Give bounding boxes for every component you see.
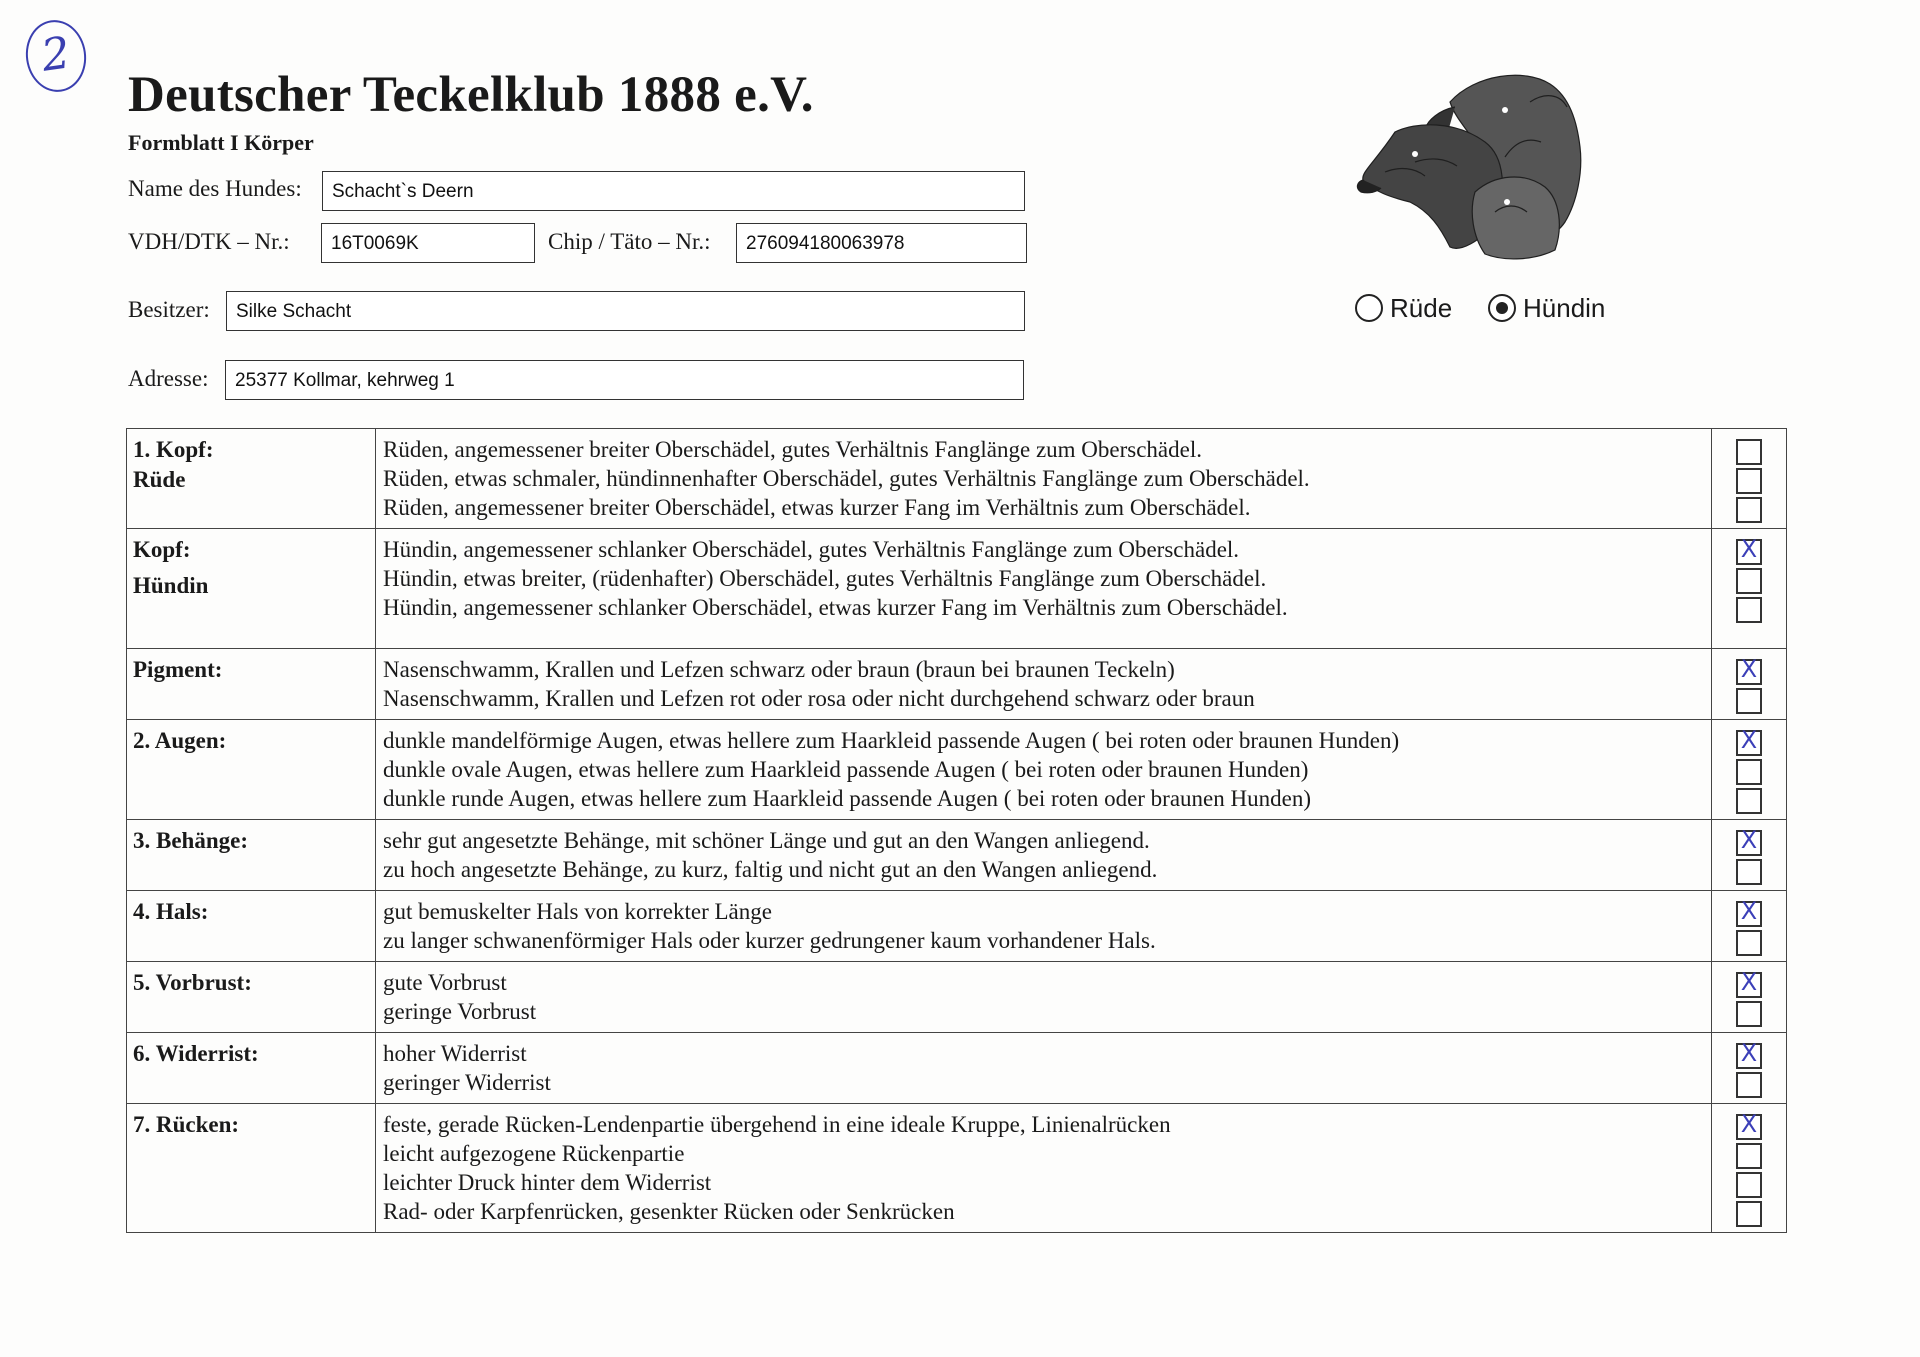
option-text: feste, gerade Rücken-Lendenpartie übergehend in eine ideale Kruppe, Linienalrücken [383,1112,1171,1137]
criteria-category [127,429,376,529]
criteria-category [127,820,376,891]
criteria-checkboxes [1712,891,1787,962]
option-text: Nasenschwamm, Krallen und Lefzen rot oder rosa oder nicht durchgehend schwarz oder braun [383,686,1255,711]
option-checkbox[interactable] [1736,826,1762,856]
criteria-row [127,529,1787,649]
chip-number-field[interactable]: 276094180063978 [736,223,1027,263]
criteria-options [376,1033,1712,1104]
option-checkbox[interactable] [1736,1039,1762,1069]
option-checkbox[interactable] [1736,1143,1762,1169]
option-text: Hündin, angemessener schlanker Oberschädel, etwas kurzer Fang im Verhältnis zum Oberschädel. [383,595,1288,620]
option-text: dunkle runde Augen, etwas hellere zum Haarkleid passende Augen ( bei roten oder braunen Hunden) [383,786,1311,811]
criteria-checkboxes [1712,649,1787,720]
vdh-number-field[interactable]: 16T0069K [321,223,535,263]
checkmark-x-icon: X [1740,826,1758,854]
form-subtitle: Formblatt I Körper [128,130,314,155]
criteria-category [127,649,376,720]
criteria-checkboxes [1712,720,1787,820]
criteria-row [127,820,1787,891]
option-checkbox[interactable] [1736,688,1762,714]
option-text: dunkle mandelförmige Augen, etwas hellere zum Haarkleid passende Augen ( bei roten oder braunen Hunden) [383,728,1400,753]
criteria-row [127,649,1787,720]
option-checkbox[interactable] [1736,535,1762,565]
category-label: 5. Vorbrust: [133,970,252,995]
criteria-table [126,428,1787,1233]
option-text: zu langer schwanenförmiger Hals oder kurzer gedrungener kaum vorhandener Hals. [383,928,1156,953]
criteria-options [376,891,1712,962]
dachshund-heads-logo-icon [1355,62,1615,267]
checkmark-x-icon: X [1740,1039,1758,1067]
option-checkbox[interactable] [1736,897,1762,927]
option-checkbox[interactable] [1736,597,1762,623]
radio-huendin-label: Hündin [1523,293,1606,323]
option-checkbox[interactable] [1736,1172,1762,1198]
option-text: geringe Vorbrust [383,999,537,1024]
criteria-row [127,891,1787,962]
option-text: Nasenschwamm, Krallen und Lefzen schwarz oder braun (braun bei braunen Teckeln) [383,657,1175,682]
owner-label: Besitzer: [128,297,210,322]
option-checkbox[interactable] [1736,788,1762,814]
option-text: gute Vorbrust [383,970,507,995]
criteria-checkboxes [1712,820,1787,891]
radio-huendin-circle[interactable] [1488,294,1516,322]
radio-ruede[interactable] [1355,290,1452,326]
option-text: Rad- oder Karpfenrücken, gesenkter Rücken oder Senkrücken [383,1199,955,1224]
owner-field[interactable]: Silke Schacht [226,291,1025,331]
criteria-checkboxes [1712,429,1787,529]
category-label: 2. Augen: [133,728,227,753]
option-checkbox[interactable] [1736,968,1762,998]
category-label: Kopf: [133,537,191,562]
checkmark-x-icon: X [1740,726,1758,754]
checkmark-x-icon: X [1740,968,1758,996]
checkmark-x-icon: X [1740,897,1758,925]
option-checkbox[interactable] [1736,497,1762,523]
checkmark-x-icon: X [1740,1110,1758,1138]
address-label: Adresse: [128,366,209,391]
criteria-row [127,429,1787,529]
criteria-category [127,1033,376,1104]
criteria-category [127,891,376,962]
criteria-checkboxes [1712,962,1787,1033]
criteria-category [127,962,376,1033]
address-field[interactable]: 25377 Kollmar, kehrweg 1 [225,360,1024,400]
option-checkbox[interactable] [1736,726,1762,756]
category-label: 4. Hals: [133,899,209,924]
option-text: geringer Widerrist [383,1070,551,1095]
page-title: Deutscher Teckelklub 1888 e.V. [128,67,814,123]
criteria-options [376,649,1712,720]
category-label: 6. Widerrist: [133,1041,259,1066]
criteria-options [376,820,1712,891]
criteria-checkboxes [1712,529,1787,649]
radio-huendin-dot [1496,302,1508,314]
option-text: sehr gut angesetzte Behänge, mit schöner Länge und gut an den Wangen anliegend. [383,828,1150,853]
criteria-checkboxes [1712,1033,1787,1104]
criteria-options [376,1104,1712,1233]
option-text: leicht aufgezogene Rückenpartie [383,1141,685,1166]
option-text: Rüden, angemessener breiter Oberschädel, gutes Verhältnis Fanglänge zum Oberschädel. [383,437,1202,462]
category-label: Pigment: [133,657,223,682]
option-checkbox[interactable] [1736,859,1762,885]
radio-ruede-label: Rüde [1390,293,1453,323]
category-sublabel: Hündin [133,573,209,598]
radio-ruede-circle[interactable] [1355,294,1383,322]
option-text: hoher Widerrist [383,1041,527,1066]
option-text: gut bemuskelter Hals von korrekter Länge [383,899,772,924]
checkmark-x-icon: X [1740,535,1758,563]
option-checkbox[interactable] [1736,1001,1762,1027]
category-label: 1. Kopf: [133,437,214,462]
option-checkbox[interactable] [1736,568,1762,594]
criteria-category [127,529,376,649]
option-text: zu hoch angesetzte Behänge, zu kurz, faltig und nicht gut an den Wangen anliegend. [383,857,1158,882]
criteria-row [127,1033,1787,1104]
vdh-label: VDH/DTK – Nr.: [128,229,290,254]
category-sublabel: Rüde [133,467,186,492]
criteria-options [376,962,1712,1033]
option-checkbox[interactable] [1736,759,1762,785]
option-text: Hündin, angemessener schlanker Oberschädel, gutes Verhältnis Fanglänge zum Oberschädel. [383,537,1240,562]
criteria-row [127,1104,1787,1233]
option-checkbox[interactable] [1736,655,1762,685]
option-checkbox[interactable] [1736,930,1762,956]
dog-name-field[interactable]: Schacht`s Deern [322,171,1025,211]
page-number-annotation: 2 [21,16,90,96]
checkmark-x-icon: X [1740,655,1758,683]
criteria-row [127,720,1787,820]
option-text: Rüden, etwas schmaler, hündinnenhafter Oberschädel, gutes Verhältnis Fanglänge zum Oberschädel. [383,466,1310,491]
criteria-options [376,429,1712,529]
option-text: leichter Druck hinter dem Widerrist [383,1170,712,1195]
criteria-checkboxes [1712,1104,1787,1233]
criteria-options [376,720,1712,820]
option-checkbox[interactable] [1736,1201,1762,1227]
radio-huendin[interactable] [1488,290,1605,326]
option-text: Hündin, etwas breiter, (rüdenhafter) Oberschädel, gutes Verhältnis Fanglänge zum Oberschädel. [383,566,1267,591]
chip-label: Chip / Täto – Nr.: [548,229,711,254]
option-checkbox[interactable] [1736,1110,1762,1140]
category-label: 3. Behänge: [133,828,248,853]
criteria-row [127,962,1787,1033]
name-label: Name des Hundes: [128,176,302,201]
criteria-category [127,720,376,820]
category-label: 7. Rücken: [133,1112,240,1137]
option-text: Rüden, angemessener breiter Oberschädel, etwas kurzer Fang im Verhältnis zum Oberschädel. [383,495,1251,520]
option-text: dunkle ovale Augen, etwas hellere zum Haarkleid passende Augen ( bei roten oder braunen Hunden) [383,757,1309,782]
option-checkbox[interactable] [1736,439,1762,465]
criteria-category [127,1104,376,1233]
option-checkbox[interactable] [1736,1072,1762,1098]
option-checkbox[interactable] [1736,468,1762,494]
criteria-options [376,529,1712,649]
